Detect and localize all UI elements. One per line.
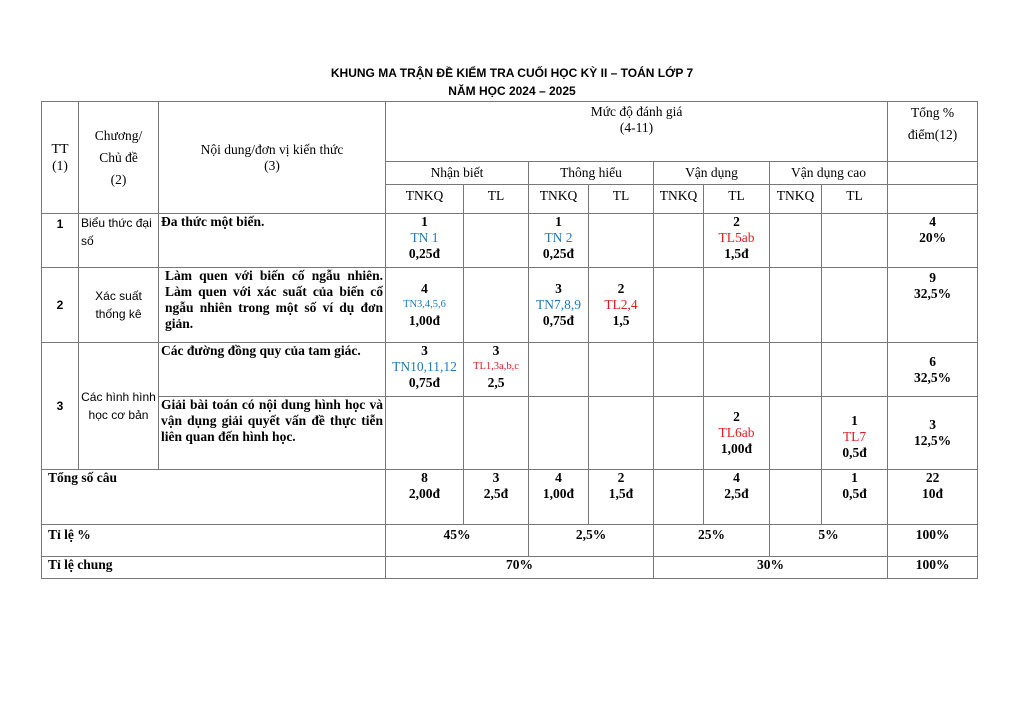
level-thonghieu: Thông hiểu <box>529 162 654 185</box>
cell-tong: 4 20% <box>888 214 978 268</box>
empty-cell <box>770 397 822 470</box>
header-noidung: Nội dung/đơn vị kiến thức (3) <box>159 102 386 214</box>
ratio-nhanbiet: 45% <box>386 525 529 557</box>
cell-tong: 6 32,5% <box>888 343 978 397</box>
empty-cell <box>386 397 464 470</box>
total-th-tl: 2 1,5đ <box>589 470 654 525</box>
empty-cell <box>589 343 654 397</box>
row-chude: Xác suất thống kê <box>79 268 159 343</box>
total-th-tnkq: 4 1,00đ <box>529 470 589 525</box>
cell-vdc-tl: 1 TL7 0,5đ <box>822 397 888 470</box>
empty-cell <box>654 470 704 525</box>
row-tt: 3 <box>42 343 79 470</box>
empty-cell <box>654 268 704 343</box>
title-line-1: KHUNG MA TRẬN ĐỀ KIỂM TRA CUỐI HỌC KỲ II – TOÁN LỚP 7 <box>330 66 694 80</box>
total-label: Tổng số câu <box>42 470 386 525</box>
col-tl: TL <box>464 185 529 214</box>
empty-cell <box>464 397 529 470</box>
ratio-total: 100% <box>888 525 978 557</box>
empty-cell <box>704 343 770 397</box>
total-all: 22 10đ <box>888 470 978 525</box>
level-vandungcao: Vận dụng cao <box>770 162 888 185</box>
cell-nb-tnkq: 3 TN10,11,12 0,75đ <box>386 343 464 397</box>
col-tnkq: TNKQ <box>654 185 704 214</box>
ratio-vandung: 25% <box>654 525 770 557</box>
empty-cell <box>822 343 888 397</box>
col-tnkq: TNKQ <box>770 185 822 214</box>
empty-cell <box>888 185 978 214</box>
general-ratio-total: 100% <box>888 557 978 579</box>
cell-tong: 3 12,5% <box>888 397 978 470</box>
cell-vd-tl: 2 TL5ab 1,5đ <box>704 214 770 268</box>
total-nb-tl: 3 2,5đ <box>464 470 529 525</box>
col-tl: TL <box>704 185 770 214</box>
row-chude: Các hình hình học cơ bản <box>79 343 159 470</box>
empty-cell <box>654 214 704 268</box>
total-nb-tnkq: 8 2,00đ <box>386 470 464 525</box>
row-noidung-a: Các đường đồng quy của tam giác. <box>159 343 386 397</box>
col-tnkq: TNKQ <box>386 185 464 214</box>
cell-nb-tl: 3 TL1,3a,b,c 2,5 <box>464 343 529 397</box>
empty-cell <box>654 397 704 470</box>
total-vd-tl: 4 2,5đ <box>704 470 770 525</box>
empty-cell <box>529 343 589 397</box>
empty-cell <box>770 214 822 268</box>
title-line-2: NĂM HỌC 2024 – 2025 <box>448 84 576 98</box>
ratio-thonghieu: 2,5% <box>529 525 654 557</box>
row-noidung: Làm quen với biến cố ngẫu nhiên. Làm quen với xác suất của biến cố ngẫu nhiên trong một số ví dụ đơn giản. <box>159 268 386 343</box>
col-tnkq: TNKQ <box>529 185 589 214</box>
ratio-label: Tỉ lệ % <box>42 525 386 557</box>
total-vdc-tl: 1 0,5đ <box>822 470 888 525</box>
row-noidung: Đa thức một biến. <box>159 214 386 268</box>
empty-cell <box>770 268 822 343</box>
cell-vd-tl: 2 TL6ab 1,00đ <box>704 397 770 470</box>
row-chude: Biểu thức đại số <box>79 214 159 268</box>
cell-th-tnkq: 3 TN7,8,9 0,75đ <box>529 268 589 343</box>
col-tl: TL <box>589 185 654 214</box>
empty-cell <box>822 268 888 343</box>
header-tong: Tổng % điểm(12) <box>888 102 978 162</box>
cell-th-tl: 2 TL2,4 1,5 <box>589 268 654 343</box>
empty-cell <box>589 214 654 268</box>
empty-cell <box>654 343 704 397</box>
level-vandung: Vận dụng <box>654 162 770 185</box>
header-chude: Chương/ Chủ đề (2) <box>79 102 159 214</box>
general-ratio-1: 70% <box>386 557 654 579</box>
general-ratio-2: 30% <box>654 557 888 579</box>
empty-cell <box>770 343 822 397</box>
col-tl: TL <box>822 185 888 214</box>
empty-cell <box>529 397 589 470</box>
level-nhanbiet: Nhận biết <box>386 162 529 185</box>
header-mucdo: Mức độ đánh giá (4-11) <box>386 102 888 162</box>
cell-tong: 9 32,5% <box>888 268 978 343</box>
empty-cell <box>888 162 978 185</box>
empty-cell <box>770 470 822 525</box>
cell-nb-tnkq: 4 TN3,4,5,6 1,00đ <box>386 268 464 343</box>
ratio-vandungcao: 5% <box>770 525 888 557</box>
empty-cell <box>464 214 529 268</box>
row-tt: 1 <box>42 214 79 268</box>
empty-cell <box>822 214 888 268</box>
row-noidung-b: Giải bài toán có nội dung hình học và vận dụng giải quyết vấn đề thực tiễn liên quan đến hình học. <box>159 397 386 470</box>
cell-th-tnkq: 1 TN 2 0,25đ <box>529 214 589 268</box>
row-tt: 2 <box>42 268 79 343</box>
header-tt: TT (1) <box>42 102 79 214</box>
cell-nb-tnkq: 1 TN 1 0,25đ <box>386 214 464 268</box>
empty-cell <box>704 268 770 343</box>
empty-cell <box>464 268 529 343</box>
matrix-table <box>41 101 978 579</box>
general-ratio-label: Tỉ lệ chung <box>42 557 386 579</box>
empty-cell <box>589 397 654 470</box>
